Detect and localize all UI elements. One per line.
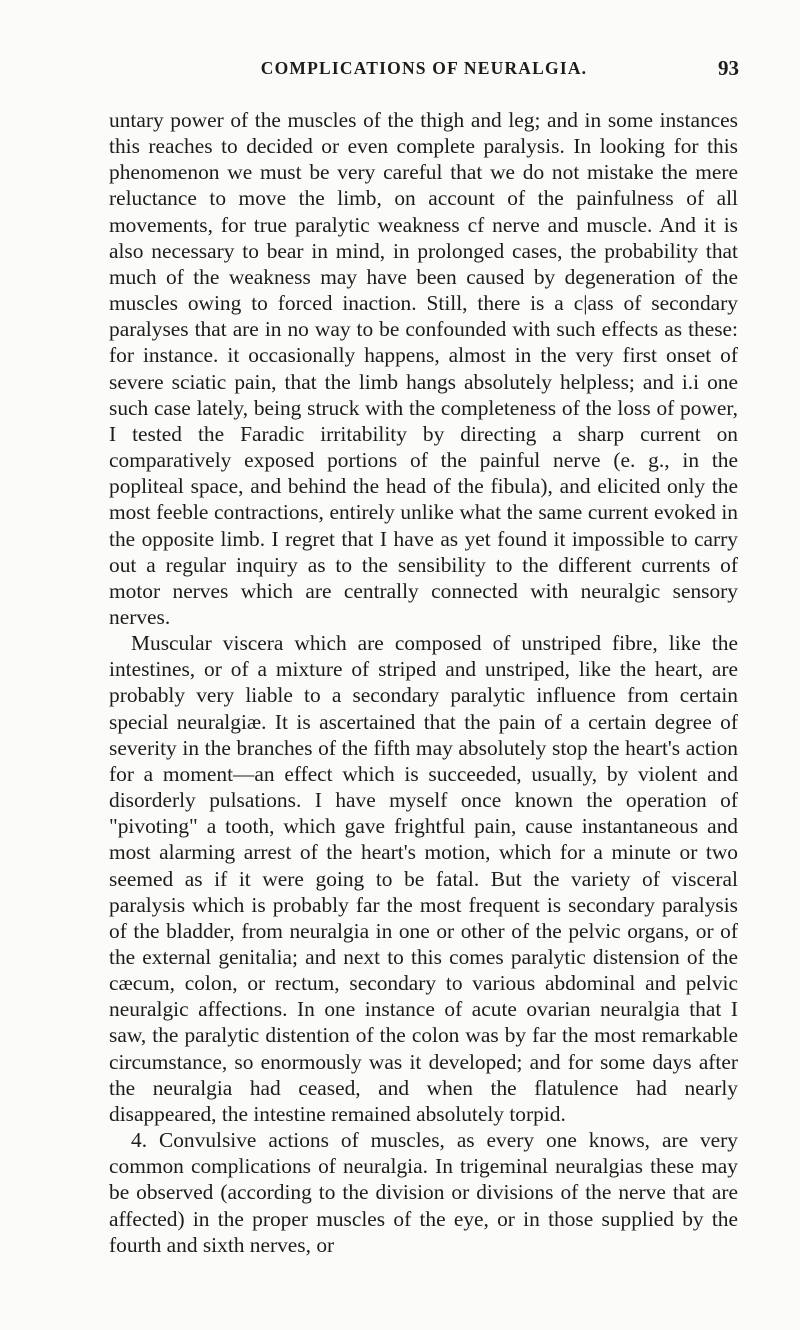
paragraph-1: untary power of the muscles of the thigh and leg; and in some instances this reaches to decided or even complete paralysis. In looking for this phenomenon we must be very careful that we do not mistake the mere reluctance to move the limb, on account of the painfulness of all movements, for true paralytic weakness cf nerve and muscle. And it is also necessary to bear in mind, in prolonged cases, the probability that much of the weakness may have been caused by degeneration of the muscles owing to forced inaction. Still, there is a c|ass of secondary paralyses that are in no way to be confounded with such effects as these: for instance. it occasionally happens, almost in the very first onset of severe sciatic pain, that the limb hangs absolutely helpless; and i.i one such case lately, being struck with the completeness of the loss of power, I tested the Faradic irritability by directing a sharp current on comparatively exposed portions of the painful nerve (e. g., in the popliteal space, and behind the head of the fibula), and elicited only the most feeble contractions, entirely unlike what the same current evoked in the opposite limb. I regret that I have as yet found it impossible to carry out a regular inquiry as to the sensibility to the different currents of motor nerves which are centrally connected with neuralgic sensory nerves. [109,108,738,629]
body-text [109,107,738,1258]
running-head: COMPLICATIONS OF NEURALGIA. [260,58,588,78]
page-header [109,58,739,84]
page-number: 93 [718,56,739,80]
paragraph-2: Muscular viscera which are composed of unstriped fibre, like the intestines, or of a mixture of striped and unstriped, like the heart, are probably very liable to a secondary paralytic influence from certain special neuralgiæ. It is ascertained that the pain of a certain degree of severity in the branches of the fifth may absolutely stop the heart's action for a moment—an effect which is succeeded, usually, by violent and disorderly pulsations. I have myself once known the operation of "pivoting" a tooth, which gave frightful pain, cause instantaneous and most alarming arrest of the heart's motion, which for a minute or two seemed as if it were going to be fatal. But the variety of visceral paralysis which is probably far the most frequent is secondary paralysis of the bladder, from neuralgia in one or other of the pelvic organs, or of the external genitalia; and next to this comes paralytic distension of the cæcum, colon, or rectum, secondary to various abdominal and pelvic neuralgic affections. In one instance of acute ovarian neuralgia that I saw, the paralytic distention of the colon was by far the most remarkable circumstance, so enormously was it developed; and for some days after the neuralgia had ceased, and when the flatulence had nearly disappeared, the intestine remained absolutely torpid. [109,631,738,1126]
paragraph-3: 4. Convulsive actions of muscles, as every one knows, are very common complications of neuralgia. In trigeminal neuralgias these may be observed (according to the division or divisions of the nerve that are affected) in the proper muscles of the eye, or in those supplied by the fourth and sixth nerves, or [109,1128,738,1257]
